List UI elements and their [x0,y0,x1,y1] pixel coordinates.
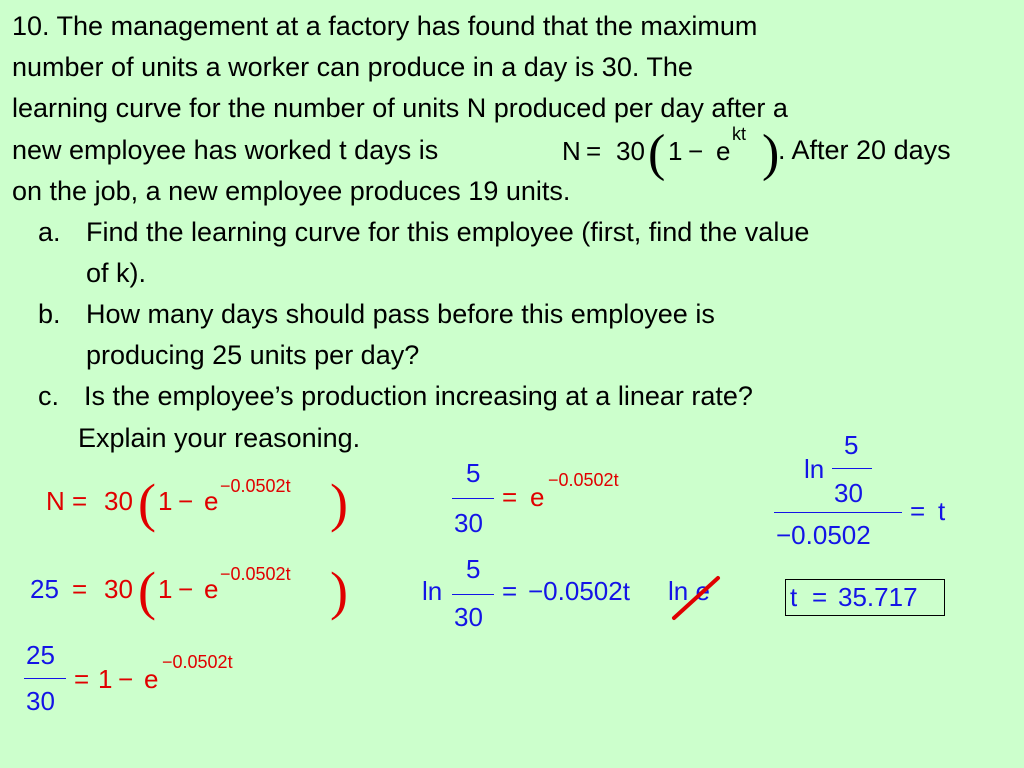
red2-minus: − [178,574,194,604]
red1-exp: −0.0502t [220,476,291,496]
red1-close-paren: ) [330,473,348,533]
answer-eq: = [812,582,828,612]
red2-exp: −0.0502t [220,564,291,584]
red1-coef: 30 [104,486,133,516]
red2-coef: 30 [104,574,133,604]
eq3-den: 30 [26,686,55,716]
mid1-exp: −0.0502t [548,470,619,490]
red1-eq: = [72,486,88,516]
red2-open-paren: ( [138,561,156,621]
problem-line-3: learning curve for the number of units N produced per day after a [12,93,788,123]
equation-3 [24,640,284,720]
formula-coef: 30 [616,136,645,166]
red2-base: e [204,574,219,604]
red1-minus: − [178,486,194,516]
part-c-text-1: Is the employee’s production increasing at a linear rate? [84,381,753,411]
red2-lhs: 25 [30,574,59,604]
answer-lhs: t [790,582,798,612]
formula-open-paren: ( [648,125,666,182]
red1-lhs: N [46,486,65,516]
equation-mid-1 [452,458,672,542]
eq3-minus: − [118,664,134,694]
mid1-num: 5 [466,458,481,488]
right1-eq: = [910,496,926,526]
part-b-text-2: producing 25 units per day? [86,340,420,370]
strike-through-mark [670,574,730,624]
part-c-text-2: Explain your reasoning. [78,423,361,453]
part-a-text-2: of k). [86,258,147,288]
eq3-exp: −0.0502t [162,652,233,672]
mid2-rhs: −0.0502t [528,576,630,606]
mid1-eq: = [502,482,518,512]
problem-line-4-pre: new employee has worked t days is [12,135,439,165]
right1-outer-fraction-bar [774,512,902,513]
red2-eq: = [72,574,88,604]
right1-ln: ln [804,454,825,484]
answer-value: 35.717 [838,582,918,612]
problem-line-5: on the job, a new employee produces 19 units. [12,176,571,206]
mid2-num: 5 [466,554,481,584]
part-a-text-1: Find the learning curve for this employee (first, find the value [86,217,810,247]
formula-one: 1 [668,136,683,166]
red1-one: 1 [158,486,173,516]
formula-close-paren: ) [762,125,780,182]
equation-mid-2 [422,554,722,638]
red1-open-paren: ( [138,473,156,533]
problem-line-1: 10. The management at a factory has found that the maximum [12,11,758,41]
eq3-one: 1 [98,664,113,694]
right1-num: 5 [844,430,859,460]
problem-line-2: number of units a worker can produce in a day is 30. The [12,52,693,82]
blue-equation-2 [30,562,360,622]
red2-one: 1 [158,574,173,604]
part-c-label: c. [38,381,60,411]
red2-close-paren: ) [330,561,348,621]
mid2-den: 30 [454,602,483,632]
formula-base: e [716,136,731,166]
red-equation-1 [46,474,366,534]
red1-base: e [204,486,219,516]
equation-right-1 [772,428,972,552]
mid2-fraction-bar [452,594,494,595]
eq3-base: e [144,664,159,694]
formula-n: N [562,136,581,166]
part-b-label: b. [38,299,61,329]
eq3-eq: = [74,664,90,694]
mid1-base: e [530,482,545,512]
part-a-label: a. [38,217,61,247]
mid1-den: 30 [454,508,483,538]
mid2-eq: = [502,576,518,606]
part-b-text-1: How many days should pass before this employee is [86,299,715,329]
eq3-num: 25 [26,640,55,670]
formula-eq: = [586,136,602,166]
right1-outer-den: −0.0502 [776,520,871,550]
formula-minus: − [688,136,704,166]
right1-den: 30 [834,478,863,508]
right1-rhs: t [938,496,946,526]
eq3-fraction-bar [24,678,66,679]
right1-inner-fraction-bar [832,468,872,469]
mid2-crossed-ln-e: ln e [668,576,710,606]
mid2-ln: ln [422,576,443,606]
problem-line-4-post: . After 20 days [778,135,951,165]
formula-exp: kt [732,124,747,144]
mid1-fraction-bar [452,498,494,499]
